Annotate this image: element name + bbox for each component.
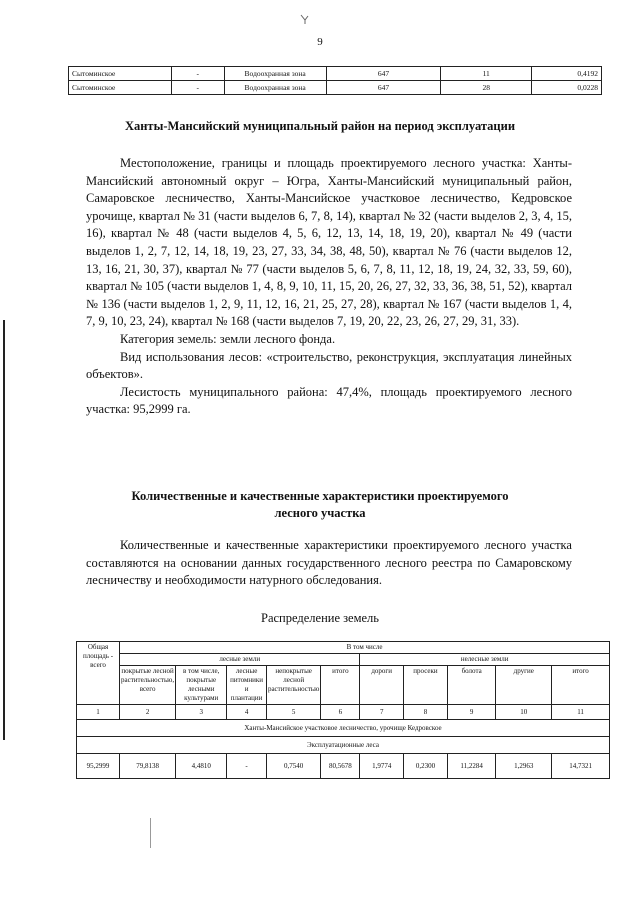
- table-cell: -: [171, 81, 224, 95]
- values-row: [77, 754, 610, 779]
- column-number: 6: [321, 705, 360, 720]
- header-covered: покрытые лесной растительностью, всего: [120, 666, 176, 705]
- table-cell: 11: [441, 67, 532, 81]
- scan-edge-line: [3, 320, 5, 740]
- scan-artifact-mark: [298, 12, 312, 26]
- value-cell: 4,4810: [176, 754, 227, 779]
- header-clearings: просеки: [404, 666, 448, 705]
- header-roads: дороги: [360, 666, 404, 705]
- heading-line: лесного участка: [274, 506, 366, 520]
- header-row: [77, 654, 610, 666]
- land-distribution-table: [76, 641, 610, 779]
- value-cell: 1,2963: [496, 754, 552, 779]
- section-heading-characteristics: [60, 488, 580, 522]
- header-nonforest-total: итого: [552, 666, 610, 705]
- section-body-characteristics: [86, 537, 572, 590]
- section-heading-operation: Ханты-Мансийский муниципальный район на период эксплуатации: [124, 119, 516, 133]
- value-cell: 0,2300: [404, 754, 448, 779]
- header-forest-total: итого: [321, 666, 360, 705]
- paragraph-land-category: Категория земель: земли лесного фонда.: [120, 331, 336, 346]
- value-cell: 80,5678: [321, 754, 360, 779]
- header-total-area: Общая площадь - всего: [77, 642, 120, 705]
- column-number: 4: [227, 705, 267, 720]
- header-row: [77, 666, 610, 705]
- table-cell: Водоохранная зона: [224, 81, 326, 95]
- table-row: [69, 81, 602, 95]
- column-number: 2: [120, 705, 176, 720]
- table-cell: 647: [326, 81, 441, 95]
- scan-artifact-tick: [150, 818, 151, 848]
- header-nurseries: лесные питомники и плантации: [227, 666, 267, 705]
- section-body-location: [86, 155, 572, 419]
- header-nonforest-lands: нелесные земли: [360, 654, 610, 666]
- column-number: 8: [404, 705, 448, 720]
- table-caption: Распределение земель: [261, 611, 379, 625]
- value-cell: 0,7540: [266, 754, 320, 779]
- table-cell: Сытоминское: [69, 81, 172, 95]
- value-cell: 1,9774: [360, 754, 404, 779]
- paragraph-forest-cover: Лесистость муниципального района: 47,4%, площадь проектируемого лесного участка: 95,2999 га.: [86, 384, 572, 417]
- value-cell: 79,8138: [120, 754, 176, 779]
- table-cell: Водоохранная зона: [224, 67, 326, 81]
- value-cell: 95,2999: [77, 754, 120, 779]
- table-cell: Сытоминское: [69, 67, 172, 81]
- header-cultures: в том числе, покрытые лесными культурами: [176, 666, 227, 705]
- column-number: 3: [176, 705, 227, 720]
- header-swamps: болота: [447, 666, 495, 705]
- header-other: другие: [496, 666, 552, 705]
- table-cell: 28: [441, 81, 532, 95]
- header-uncovered: непокрытые лесной растительностью: [266, 666, 320, 705]
- header-including: В том числе: [120, 642, 610, 654]
- value-cell: 14,7321: [552, 754, 610, 779]
- category-row: [77, 737, 610, 754]
- header-row: [77, 642, 610, 654]
- column-number-row: [77, 705, 610, 720]
- category-cell: Эксплуатационные леса: [77, 737, 610, 754]
- table-cell: 647: [326, 67, 441, 81]
- table-cell: 0,0228: [532, 81, 602, 95]
- heading-line: Количественные и качественные характеристики проектируемого: [131, 489, 509, 503]
- table-cell: -: [171, 67, 224, 81]
- value-cell: -: [227, 754, 267, 779]
- paragraph-forest-use: Вид использования лесов: «строительство, реконструкция, эксплуатация линейных объектов».: [86, 349, 572, 382]
- water-zone-table: [68, 66, 602, 95]
- column-number: 1: [77, 705, 120, 720]
- paragraph-characteristics: Количественные и качественные характеристики проектируемого лесного участка составляются на основании данных государственного лесного реестра по Самаровскому лесничеству и необходимости натурного обследования.: [86, 538, 572, 588]
- column-number: 10: [496, 705, 552, 720]
- paragraph-location: Местоположение, границы и площадь проектируемого лесного участка: Ханты-Мансийский автономный округ – Югра, Ханты-Мансийский муниципальный район, Самаровское лесничество, Ханты-Мансийское участковое лесничество, Кедровское урочище, квартал № 31 (части выделов 6, 7, 8, 14), квартал № 32 (части выделов 2, 3, 4, 15, 16), квартал № 48 (части выделов 4, 5, 6, 12, 13, 14, 18, 19, 20), квартал № 49 (части выделов 1, 2, 7, 12, 14, 18, 19, 23, 27, 33, 34, 38, 48, 50), квартал № 76 (части выделов 12, 13, 16, 21, 30, 37), квартал № 77 (части выделов 5, 6, 7, 8, 11, 12, 18, 19, 24, 32, 33, 59, 60), квартал № 105 (части выделов 1, 4, 8, 9, 10, 11, 15, 20, 26, 27, 32, 33, 36, 38, 51, 52), квартал № 136 (части выделов 1, 2, 9, 11, 12, 16, 21, 25, 27, 28), квартал № 167 (части выделов 1, 4, 7, 9, 10, 23, 24), квартал № 168 (части выделов 7, 19, 20, 22, 23, 26, 27, 29, 31, 33).: [86, 156, 572, 329]
- table-row: [69, 67, 602, 81]
- column-number: 11: [552, 705, 610, 720]
- column-number: 5: [266, 705, 320, 720]
- page-number: 9: [317, 36, 323, 48]
- location-row: [77, 720, 610, 737]
- column-number: 7: [360, 705, 404, 720]
- header-forest-lands: лесные земли: [120, 654, 360, 666]
- column-number: 9: [447, 705, 495, 720]
- value-cell: 11,2284: [447, 754, 495, 779]
- location-cell: Ханты-Мансийское участковое лесничество, урочище Кедровское: [77, 720, 610, 737]
- table-cell: 0,4192: [532, 67, 602, 81]
